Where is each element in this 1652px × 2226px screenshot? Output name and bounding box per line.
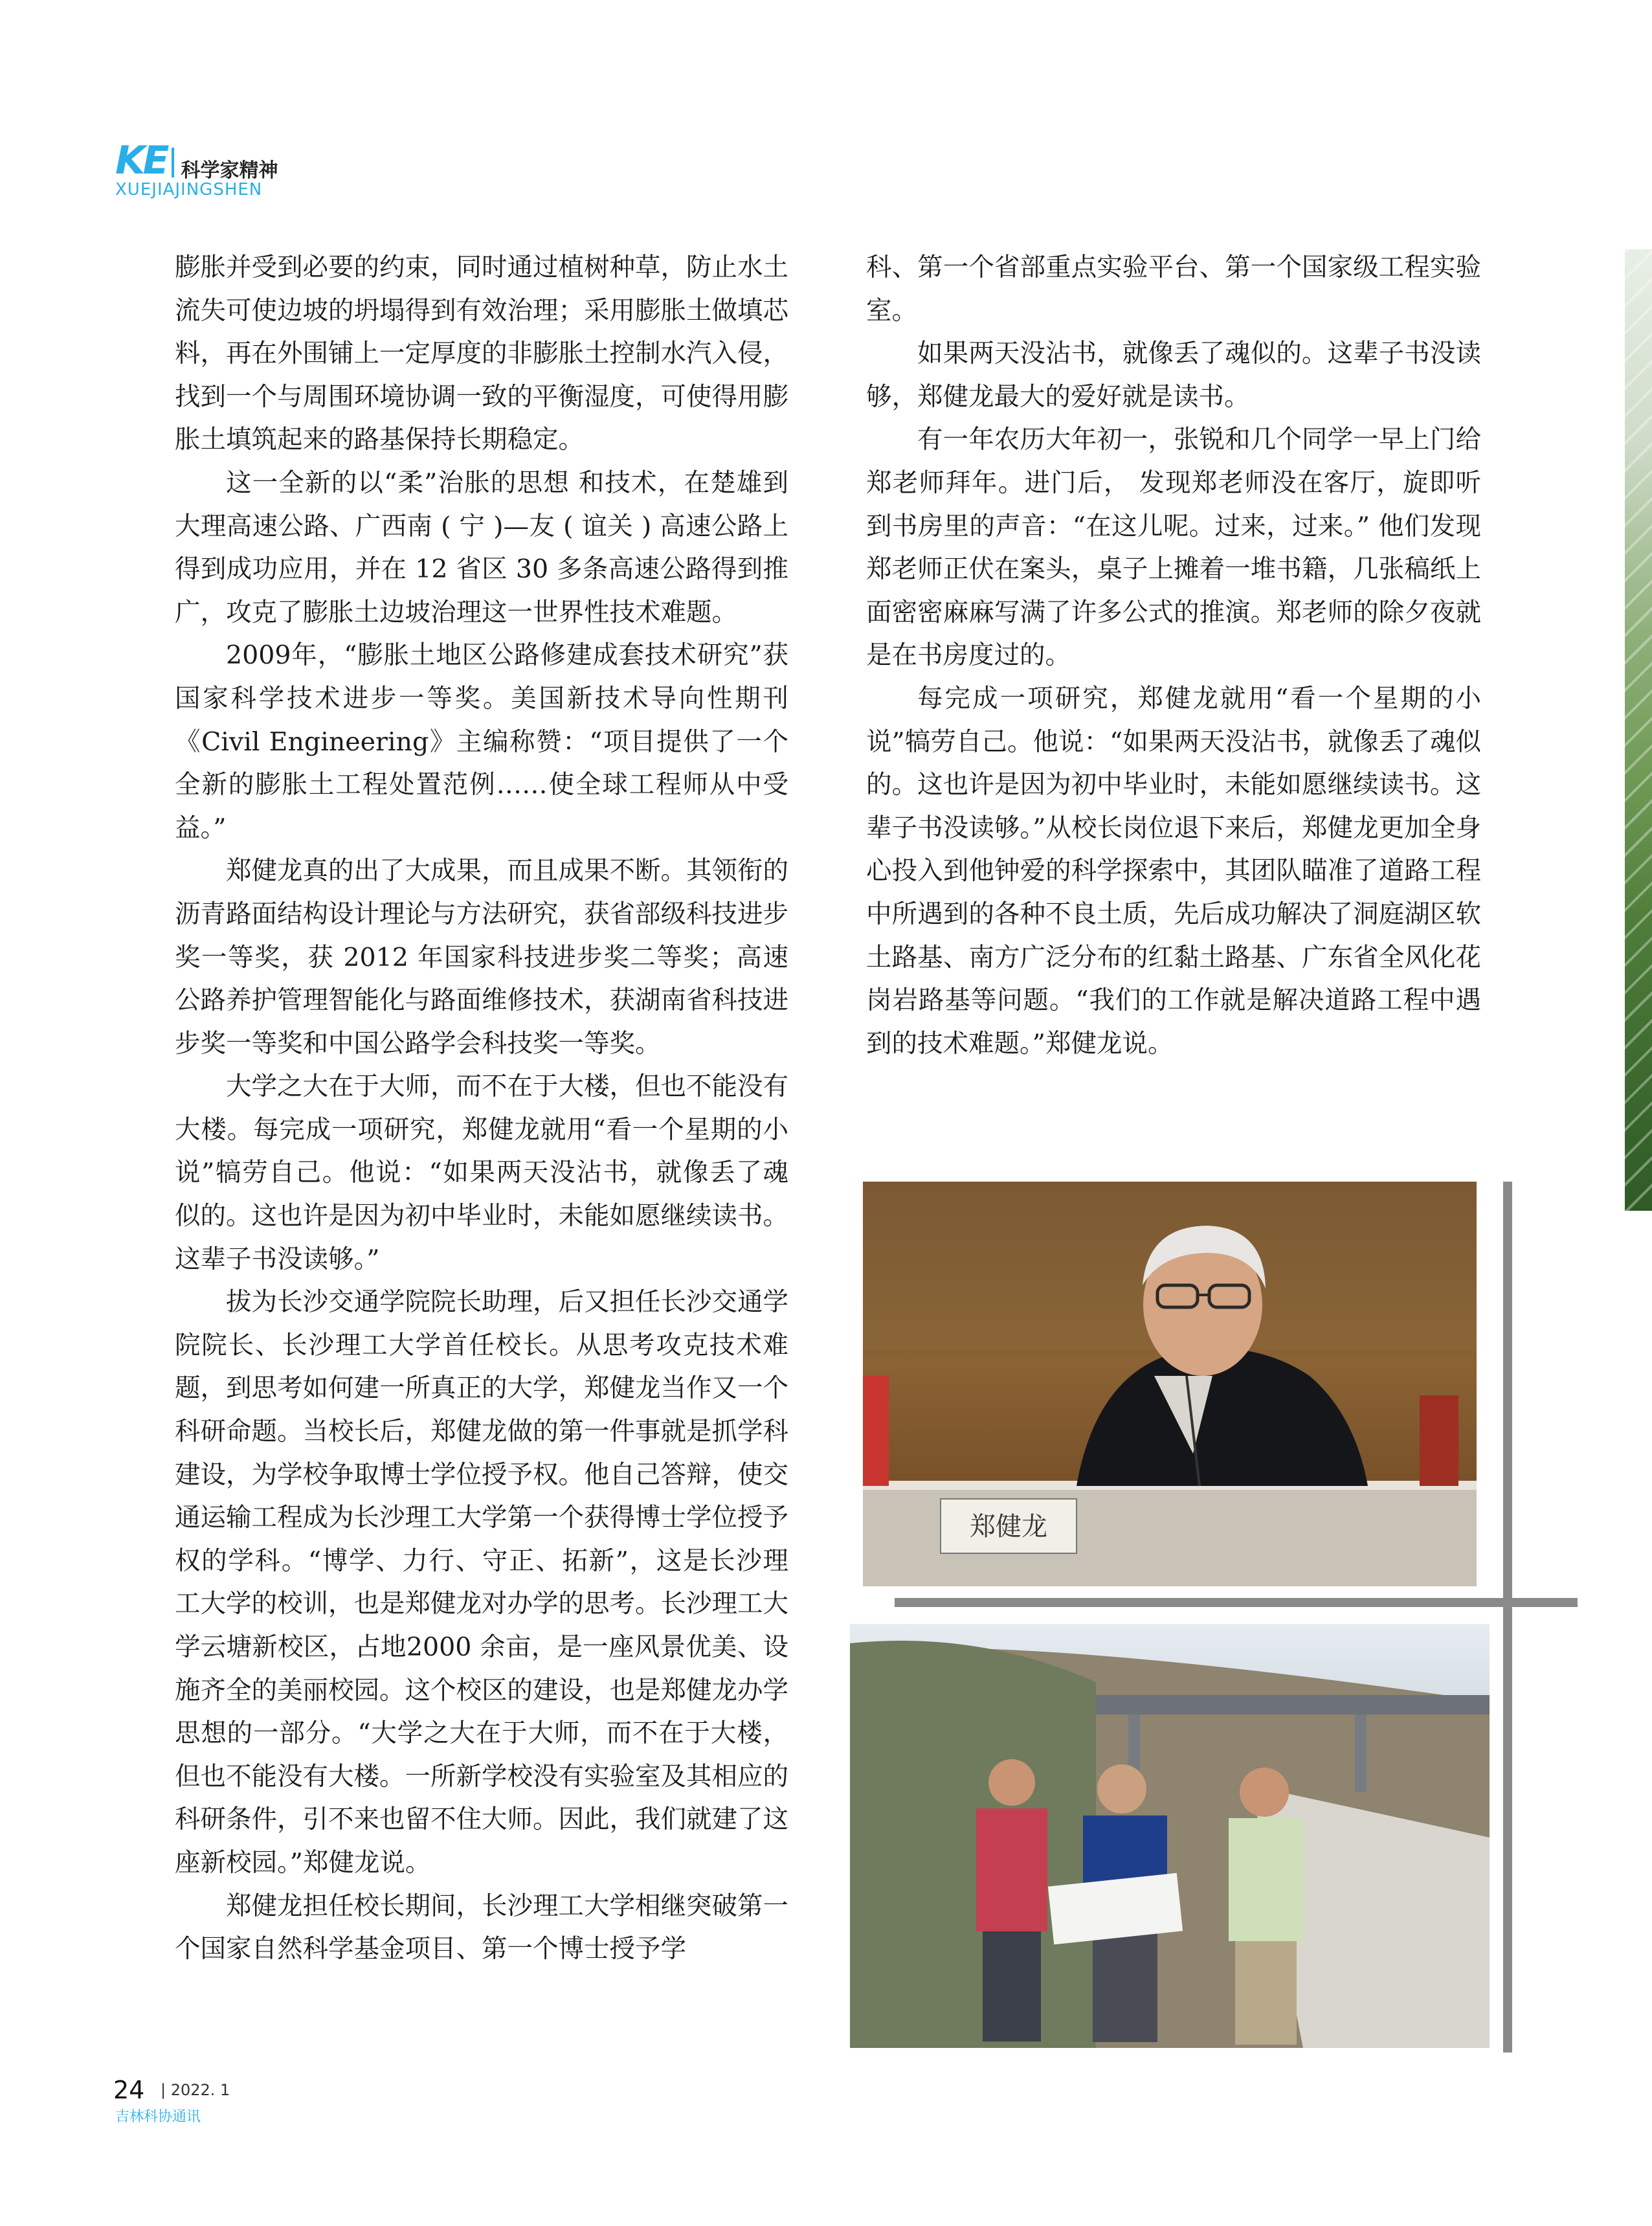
paragraph: 有一年农历大年初一，张锐和几个同学一早上门给郑老师拜年。进门后， 发现郑老师没在客厅，旋即听到书房里的声音：“在这儿呢。过来，过来。” 他们发现郑老师正伏在案头，桌子上摊着一堆书籍，几张稿纸上面密密麻麻写满了许多公式的推演。郑老师的除夕夜就是在书房度过的。 [866, 425, 1481, 671]
header-divider [172, 148, 174, 177]
edge-photo-strip [1625, 249, 1652, 1211]
paragraph: 膨胀并受到必要的约束，同时通过植树种草，防止水土流失可使边坡的坍塌得到有效治理；采用膨胀土做填芯料，再在外围铺上一定厚度的非膨胀土控制水汽入侵，找到一个与周围环境协调一致的平衡湿度，可使得用膨胀土填筑起来的路基保持长期稳定。 [175, 253, 788, 455]
paragraph: 每完成一项研究，郑健龙就用“看一个星期的小说”犒劳自己。他说：“如果两天没沾书，就像丢了魂似的。这也许是因为初中毕业时，未能如愿继续读书。这辈子书没读够。”从校长岗位退下来后，郑健龙更加全身心投入到他钟爱的科学探索中，其团队瞄准了道路工程中所遇到的各种不良土质，先后成功解决了洞庭湖区软土路基、南方广泛分布的红黏土路基、广东省全风化花岗岩路基等问题。“我们的工作就是解决道路工程中遇到的技术难题。”郑健龙说。 [866, 683, 1481, 1059]
left-text-column [175, 246, 788, 1971]
page-number: 24 [113, 2076, 145, 2104]
section-title: 科学家精神 [181, 159, 278, 182]
field-illustration [850, 1624, 1490, 2048]
section-header [115, 138, 278, 183]
paragraph: 这一全新的以“柔”治胀的思想 和技术，在楚雄到大理高速公路、广西南 ( 宁 )—友 ( 谊关 ) 高速公路上得到成功应用，并在 12 省区 30 多条高速公路得到推广，攻克了膨胀土边坡治理这一世界性技术难题。 [175, 467, 788, 627]
paragraph: 大学之大在于大师，而不在于大楼，但也不能没有大楼。每完成一项研究，郑健龙就用“看一个星期的小说”犒劳自己。他说：“如果两天没沾书，就像丢了魂似的。这也许是因为初中毕业时，未能如愿继续读书。这辈子书没读够。” [175, 1072, 788, 1274]
paragraph: 郑健龙真的出了大成果，而且成果不断。其领衔的沥青路面结构设计理论与方法研究，获省部级科技进步奖一等奖，获 2012 年国家科技进步奖二等奖；高速公路养护管理智能化与路面维修技术，获湖南省科技进步奖一等奖和中国公路学会科技奖一等奖。 [175, 856, 788, 1059]
photo-field-inspection [850, 1624, 1490, 2048]
paragraph: 2009年，“膨胀土地区公路修建成套技术研究”获国家科学技术进步一等奖。美国新技术导向性期刊《Civil Engineering》主编称赞：“项目提供了一个全新的膨胀土工程处置范例……使全球工程师从中受益。” [175, 640, 788, 843]
frame-bar-horizontal [895, 1598, 1578, 1607]
section-subtitle: XUEJIAJINGSHEN [115, 180, 263, 199]
speaker-illustration [863, 1182, 1477, 1586]
paragraph: 郑健龙担任校长期间，长沙理工大学相继突破第一个国家自然科学基金项目、第一个博士授予学 [175, 1891, 788, 1964]
right-text-column [866, 246, 1481, 1065]
magazine-name: 吉林科协通讯 [115, 2109, 201, 2125]
brand-logo: KE [115, 138, 167, 183]
issue-date: | 2022. 1 [161, 2081, 230, 2099]
photo-speaker [863, 1182, 1477, 1586]
paragraph: 如果两天没沾书，就像丢了魂似的。这辈子书没读够，郑健龙最大的爱好就是读书。 [866, 339, 1481, 412]
paragraph: 科、第一个省部重点实验平台、第一个国家级工程实验室。 [866, 253, 1481, 326]
paragraph: 拔为长沙交通学院院长助理，后又担任长沙交通学院院长、长沙理工大学首任校长。从思考攻克技术难题，到思考如何建一所真正的大学，郑健龙当作又一个科研命题。当校长后，郑健龙做的第一件事就是抓学科建设，为学校争取博士学位授予权。他自己答辩，使交通运输工程成为长沙理工大学第一个获得博士学位授予权的学科。“博学、力行、守正、拓新”，这是长沙理工大学的校训，也是郑健龙对办学的思考。长沙理工大学云塘新校区，占地2000 余亩，是一座风景优美、设施齐全的美丽校园。这个校区的建设，也是郑健龙办学思想的一部分。“大学之大在于大师，而不在于大楼，但也不能没有大楼。一所新学校没有实验室及其相应的科研条件，引不来也留不住大师。因此，我们就建了这座新校园。”郑健龙说。 [175, 1287, 788, 1878]
frame-bar-vertical [1503, 1182, 1512, 2052]
nameplate-text: 郑健龙 [970, 1512, 1047, 1542]
